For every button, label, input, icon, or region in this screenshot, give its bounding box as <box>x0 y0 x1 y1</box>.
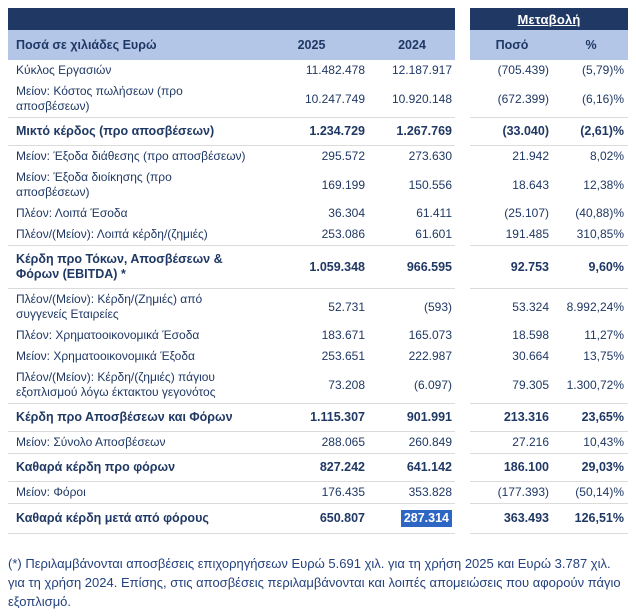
value-2025-cell <box>254 349 369 364</box>
row-left-group <box>8 289 455 325</box>
change-percent-cell <box>554 485 628 500</box>
change-amount: 79.305 <box>512 377 549 392</box>
top-bar-left <box>8 8 455 30</box>
row-left-group <box>8 346 455 367</box>
value-2025: 36.304 <box>328 206 365 220</box>
change-amount-cell <box>470 328 554 343</box>
value-2024: 641.142 <box>406 460 452 474</box>
table-row <box>8 503 628 534</box>
value-2025: 1.115.307 <box>310 410 365 424</box>
value-2024: 61.601 <box>415 227 452 241</box>
value-2024: 150.556 <box>408 177 452 192</box>
row-right-group <box>470 346 628 367</box>
change-percent: 11,27% <box>584 328 624 342</box>
row-right-group <box>470 203 628 224</box>
value-2025: 11.482.478 <box>305 63 365 77</box>
change-amount: (177.393) <box>497 485 549 499</box>
row-left-group <box>8 245 455 289</box>
value-2024-cell <box>369 435 455 450</box>
value-2024-cell <box>369 124 455 139</box>
column-gap <box>455 482 470 503</box>
value-2025-cell <box>254 328 369 343</box>
change-amount-cell <box>470 149 554 164</box>
table-row <box>8 224 628 245</box>
column-gap <box>455 346 470 367</box>
column-gap <box>455 8 470 30</box>
amounts-unit-label: Ποσά σε χιλιάδες Ευρώ <box>16 37 157 52</box>
change-percent-cell <box>554 349 628 364</box>
row-label: Μείον: Φόροι <box>16 485 86 499</box>
value-2025: 52.731 <box>328 299 365 314</box>
table-row <box>8 403 628 432</box>
change-percent: 29,03% <box>581 460 624 474</box>
row-right-group <box>470 403 628 432</box>
row-right-group <box>470 367 628 403</box>
change-amount-cell <box>470 460 554 475</box>
value-2025: 827.242 <box>319 460 365 474</box>
value-2025: 10.247.749 <box>304 91 365 106</box>
row-left-group <box>8 117 455 146</box>
change-amount: 213.316 <box>503 410 549 424</box>
change-percent: 23,65% <box>581 410 624 424</box>
value-2024: 10.920.148 <box>391 91 452 106</box>
value-2025-cell <box>254 63 369 78</box>
header-left-group <box>8 30 455 60</box>
column-header-amount: Ποσό <box>495 37 529 52</box>
column-gap <box>455 453 470 482</box>
value-2025-cell <box>254 149 369 164</box>
value-2025: 295.572 <box>321 149 365 163</box>
change-percent: 1.300,72% <box>566 377 624 392</box>
change-percent: (6,16)% <box>581 91 624 106</box>
row-left-group <box>8 482 455 503</box>
change-percent-cell <box>554 206 628 221</box>
value-2025-cell <box>254 378 369 393</box>
value-2025: 1.059.348 <box>309 259 365 274</box>
change-percent-cell <box>554 92 628 107</box>
column-header-2025: 2025 <box>297 37 326 52</box>
row-left-group <box>8 224 455 245</box>
row-label: Κέρδη προ Τόκων, Αποσβέσεων & Φόρων (EBITDA) * <box>16 252 223 281</box>
change-amount-cell <box>470 300 554 315</box>
value-2025: 253.086 <box>321 227 365 241</box>
table-row <box>8 203 628 224</box>
value-2025: 650.807 <box>319 511 365 525</box>
row-label: Μείον: Κόστος πωλήσεων (προ αποσβέσεων) <box>16 84 183 113</box>
change-amount: 21.942 <box>512 149 549 163</box>
change-percent: 8,02% <box>589 149 624 163</box>
row-label: Πλέον/(Μείον): Λοιπά κέρδη/(ζημιές) <box>16 227 208 241</box>
value-2025-cell <box>254 92 369 107</box>
value-2024-cell <box>369 485 455 500</box>
change-percent: (50,14)% <box>575 485 624 499</box>
change-amount-cell <box>470 92 554 107</box>
table-row <box>8 432 628 453</box>
change-percent: (5,79)% <box>581 63 624 77</box>
table-row <box>8 289 628 325</box>
row-right-group <box>470 289 628 325</box>
value-2025: 288.065 <box>321 435 365 449</box>
change-amount: 18.643 <box>512 177 549 192</box>
column-gap <box>455 325 470 346</box>
value-2025-cell <box>254 435 369 450</box>
change-percent-cell <box>554 378 628 393</box>
value-2024: 1.267.769 <box>396 124 452 138</box>
change-percent: (40,88)% <box>575 206 624 220</box>
change-amount-cell <box>470 485 554 500</box>
row-left-group <box>8 503 455 534</box>
value-2024: 353.828 <box>408 485 452 499</box>
value-2024: 966.595 <box>406 259 452 274</box>
change-amount: 363.493 <box>503 511 549 525</box>
row-left-group <box>8 432 455 453</box>
row-left-group <box>8 167 455 203</box>
value-2025-cell <box>254 124 369 139</box>
change-amount: (672.399) <box>497 91 549 106</box>
table-row <box>8 346 628 367</box>
value-2024-cell <box>369 206 455 221</box>
value-2024-cell <box>369 149 455 164</box>
row-label: Μικτό κέρδος (προ αποσβέσεων) <box>16 124 215 138</box>
value-2024-cell <box>369 178 455 193</box>
header-right-group <box>470 30 628 60</box>
value-2025-cell <box>254 511 369 526</box>
change-amount: 53.324 <box>512 299 549 314</box>
table-row <box>8 245 628 289</box>
column-header-2024: 2024 <box>398 37 426 52</box>
change-amount: (705.439) <box>497 63 549 77</box>
row-left-group <box>8 403 455 432</box>
column-gap <box>455 146 470 167</box>
value-2025: 169.199 <box>321 177 365 192</box>
value-2025-cell <box>254 206 369 221</box>
change-percent: 13,75% <box>583 349 624 363</box>
column-gap <box>455 367 470 403</box>
column-gap <box>455 432 470 453</box>
change-percent-cell <box>554 435 628 450</box>
change-amount: 186.100 <box>503 460 549 474</box>
value-2025: 253.651 <box>321 349 365 363</box>
row-label: Κύκλος Εργασιών <box>16 63 112 77</box>
column-gap <box>455 117 470 146</box>
row-right-group <box>470 325 628 346</box>
change-percent-cell <box>554 178 628 193</box>
value-2025-cell <box>254 485 369 500</box>
value-2024-cell <box>369 410 455 425</box>
row-label: Καθαρά κέρδη μετά από φόρους <box>16 511 209 525</box>
change-amount-cell <box>470 349 554 364</box>
column-gap <box>455 224 470 245</box>
row-left-group <box>8 367 455 403</box>
value-2024: 165.073 <box>408 328 452 342</box>
value-2024-cell <box>369 510 455 527</box>
value-2025-cell <box>254 227 369 242</box>
column-gap <box>455 60 470 81</box>
value-2024: (6.097) <box>413 377 452 392</box>
table-top-bar-row <box>8 8 628 30</box>
value-2024: 222.987 <box>408 349 452 363</box>
value-2024-cell <box>369 300 455 315</box>
change-percent-cell <box>554 63 628 78</box>
change-percent: 9,60% <box>588 259 624 274</box>
value-2024-cell <box>369 227 455 242</box>
row-right-group <box>470 117 628 146</box>
change-amount-cell <box>470 178 554 193</box>
change-percent-cell <box>554 460 628 475</box>
value-2025-cell <box>254 460 369 475</box>
column-header-percent: % <box>585 37 597 52</box>
table-row <box>8 325 628 346</box>
change-percent-cell <box>554 260 628 275</box>
value-2025: 1.234.729 <box>309 124 365 138</box>
table-row <box>8 81 628 117</box>
row-left-group <box>8 453 455 482</box>
value-2024-cell <box>369 92 455 107</box>
value-2024: 61.411 <box>416 206 452 220</box>
change-percent-cell <box>554 124 628 139</box>
change-amount: 18.598 <box>512 328 549 342</box>
change-percent: (2,61)% <box>580 124 624 138</box>
row-right-group <box>470 60 628 81</box>
change-amount-cell <box>470 63 554 78</box>
value-2024-cell <box>369 63 455 78</box>
row-right-group <box>470 81 628 117</box>
value-2024-cell <box>369 378 455 393</box>
value-2025: 183.671 <box>321 328 365 342</box>
change-percent: 126,51% <box>574 511 624 525</box>
value-2024: 287.314 <box>401 510 452 527</box>
column-gap <box>455 403 470 432</box>
row-right-group <box>470 167 628 203</box>
value-2025-cell <box>254 410 369 425</box>
table-row <box>8 167 628 203</box>
row-label: Μείον: Σύνολο Αποσβέσεων <box>16 435 166 449</box>
change-amount: 191.485 <box>505 227 549 241</box>
column-gap <box>455 289 470 325</box>
change-amount: (33.040) <box>502 124 549 138</box>
change-header-bar <box>470 8 628 30</box>
column-gap <box>455 30 470 60</box>
value-2024: 273.630 <box>408 149 452 163</box>
change-percent-cell <box>554 328 628 343</box>
value-2024-cell <box>369 260 455 275</box>
change-amount-cell <box>470 206 554 221</box>
row-left-group <box>8 146 455 167</box>
row-label: Πλέον: Χρηματοοικονομικά Έσοδα <box>16 328 200 342</box>
change-percent-cell <box>554 227 628 242</box>
table-row <box>8 60 628 81</box>
value-2025: 73.208 <box>328 377 365 392</box>
table-row <box>8 453 628 482</box>
footnote: (*) Περιλαμβάνονται αποσβέσεις επιχορηγήσεων Ευρώ 5.691 χιλ. για τη χρήση 2025 και Ευρώ 3.787 χιλ. για τη χρήση 2024. Επίσης, στις αποσβέσεις περιλαμβάνονται και λοιπές απομειώσεις που αφορούν πάγιο εξοπλισμό. <box>8 556 621 609</box>
change-amount: 30.664 <box>512 349 549 363</box>
column-gap <box>455 81 470 117</box>
change-amount-cell <box>470 378 554 393</box>
change-amount: 27.216 <box>512 435 549 449</box>
column-gap <box>455 167 470 203</box>
change-amount-cell <box>470 227 554 242</box>
row-right-group <box>470 245 628 289</box>
row-right-group <box>470 503 628 534</box>
value-2025-cell <box>254 260 369 275</box>
table-row <box>8 146 628 167</box>
row-label: Καθαρά κέρδη προ φόρων <box>16 460 176 474</box>
row-left-group <box>8 60 455 81</box>
column-gap <box>455 203 470 224</box>
value-2024-cell <box>369 349 455 364</box>
change-amount-cell <box>470 435 554 450</box>
change-amount-cell <box>470 260 554 275</box>
row-label: Κέρδη προ Αποσβέσεων και Φόρων <box>16 410 233 424</box>
table-row <box>8 482 628 503</box>
column-gap <box>455 503 470 534</box>
row-right-group <box>470 432 628 453</box>
value-2024-cell <box>369 328 455 343</box>
row-label: Πλέον: Λοιπά Έσοδα <box>16 206 128 220</box>
row-right-group <box>470 146 628 167</box>
change-percent: 12,38% <box>583 177 624 192</box>
value-2024: (593) <box>423 299 452 314</box>
table-row <box>8 117 628 146</box>
change-percent-cell <box>554 410 628 425</box>
value-2024-cell <box>369 460 455 475</box>
value-2025-cell <box>254 178 369 193</box>
change-percent-cell <box>554 300 628 315</box>
change-amount: (25.107) <box>504 206 549 220</box>
change-percent-cell <box>554 149 628 164</box>
change-percent: 10,43% <box>583 435 624 449</box>
row-label: Πλέον/(Μείον): Κέρδη/(ζημιές) πάγιου εξοπλισμού λόγω έκτακτου γεγονότος <box>16 370 216 399</box>
row-left-group <box>8 203 455 224</box>
row-left-group <box>8 81 455 117</box>
table-row <box>8 367 628 403</box>
value-2024: 12.187.917 <box>391 63 452 77</box>
row-label: Μείον: Έξοδα διάθεσης (προ αποσβέσεων) <box>16 149 246 163</box>
change-percent-cell <box>554 511 628 526</box>
change-amount: 92.753 <box>510 259 549 274</box>
row-right-group <box>470 453 628 482</box>
change-header-title: Μεταβολή <box>517 11 581 27</box>
change-amount-cell <box>470 124 554 139</box>
change-amount-cell <box>470 511 554 526</box>
row-left-group <box>8 325 455 346</box>
change-amount-cell <box>470 410 554 425</box>
row-right-group <box>470 482 628 503</box>
row-label: Μείον: Χρηματοοικονομικά Έξοδα <box>16 349 195 363</box>
column-gap <box>455 245 470 289</box>
table-header-row <box>8 30 628 60</box>
row-label: Πλέον/(Μείον): Κέρδη/(Ζημιές) από συγγενείς Εταιρείες <box>16 292 203 321</box>
row-label: Μείον: Έξοδα διοίκησης (προ αποσβέσεων) <box>16 170 172 199</box>
value-2024: 260.849 <box>408 435 452 449</box>
change-percent: 310,85% <box>576 227 624 241</box>
change-percent: 8.992,24% <box>566 299 624 314</box>
value-2024: 901.991 <box>406 410 452 424</box>
row-right-group <box>470 224 628 245</box>
value-2025-cell <box>254 300 369 315</box>
table-body <box>8 60 628 534</box>
value-2025: 176.435 <box>321 485 365 499</box>
